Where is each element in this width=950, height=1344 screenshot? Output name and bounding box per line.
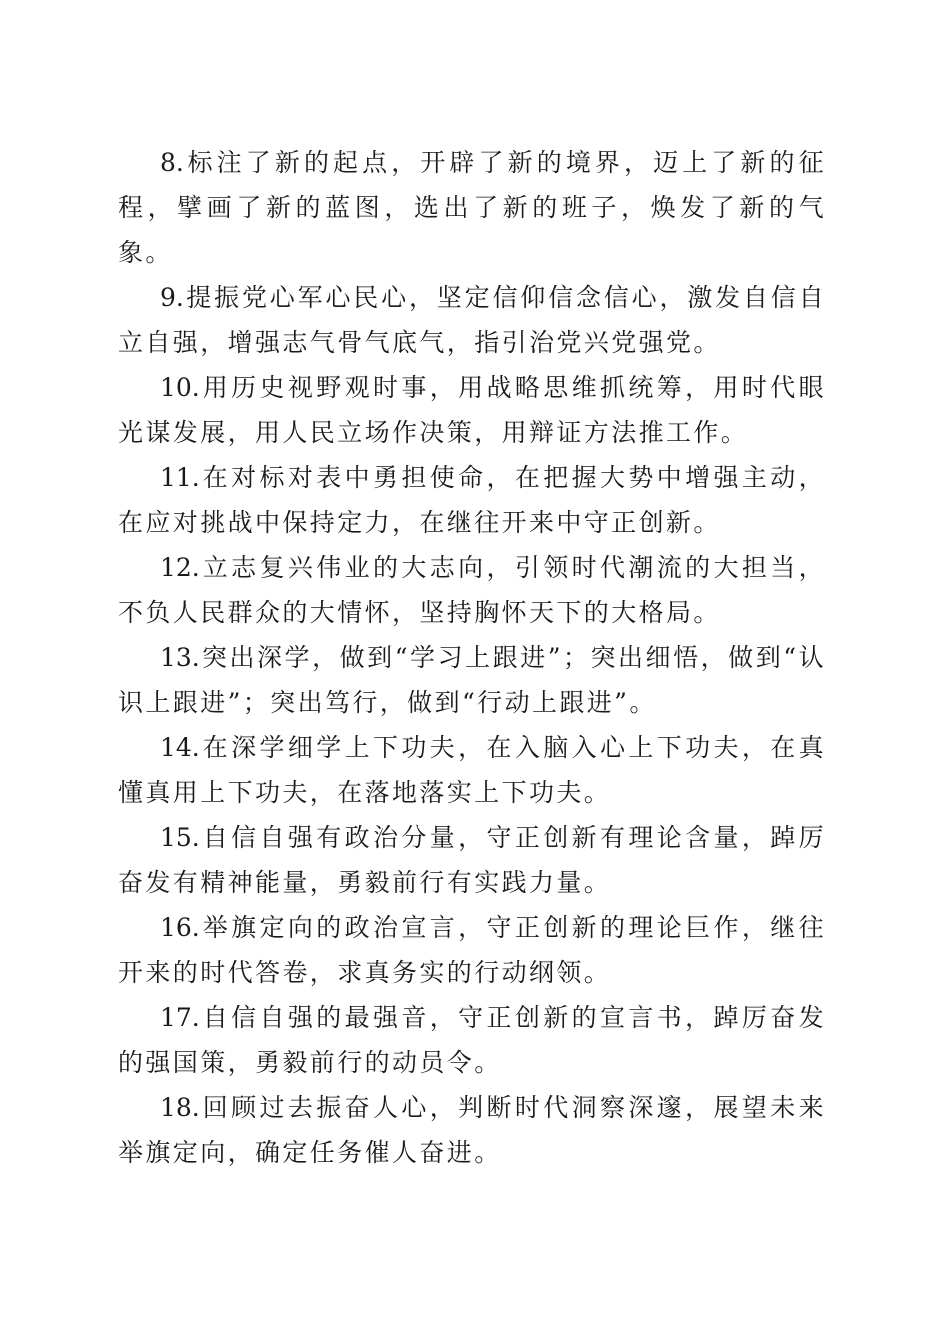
item-number: 9.: [160, 283, 184, 312]
item-text: 突出深学，做到“学习上跟进”；突出细悟，做到“认识上跟进”；突出笃行，做到“行动上跟进”。: [118, 643, 826, 717]
item-number: 8.: [160, 148, 184, 177]
item-text: 在深学细学上下功夫，在入脑入心上下功夫，在真懂真用上下功夫，在落地落实上下功夫。: [118, 733, 826, 807]
item-text: 用历史视野观时事，用战略思维抓统筹，用时代眼光谋发展，用人民立场作决策，用辩证方法推工作。: [118, 373, 826, 447]
list-item-10: [118, 365, 826, 455]
list-item-14: [118, 725, 826, 815]
list-item-17: [118, 995, 826, 1085]
list-item-8: [118, 140, 826, 275]
item-text: 自信自强有政治分量，守正创新有理论含量，踔厉奋发有精神能量，勇毅前行有实践力量。: [118, 823, 826, 897]
list-item-15: [118, 815, 826, 905]
item-number: 13.: [160, 643, 200, 672]
list-item-12: [118, 545, 826, 635]
item-number: 16.: [160, 913, 200, 942]
list-item-16: [118, 905, 826, 995]
item-text: 标注了新的起点，开辟了新的境界，迈上了新的征程，擘画了新的蓝图，选出了新的班子，焕发了新的气象。: [118, 148, 826, 267]
list-item-9: [118, 275, 826, 365]
list-item-18: [118, 1085, 826, 1175]
list-item-11: [118, 455, 826, 545]
item-number: 11.: [160, 463, 200, 492]
item-number: 18.: [160, 1093, 200, 1122]
item-text: 提振党心军心民心，坚定信仰信念信心，激发自信自立自强，增强志气骨气底气，指引治党兴党强党。: [118, 283, 826, 357]
item-number: 12.: [160, 553, 200, 582]
list-item-13: [118, 635, 826, 725]
item-number: 15.: [160, 823, 200, 852]
item-text: 立志复兴伟业的大志向，引领时代潮流的大担当，不负人民群众的大情怀，坚持胸怀天下的大格局。: [118, 553, 826, 627]
document-page: [118, 140, 826, 1175]
item-text: 举旗定向的政治宣言，守正创新的理论巨作，继往开来的时代答卷，求真务实的行动纲领。: [118, 913, 826, 987]
item-number: 17.: [160, 1003, 200, 1032]
item-number: 10.: [160, 373, 200, 402]
item-text: 在对标对表中勇担使命，在把握大势中增强主动，在应对挑战中保持定力，在继往开来中守正创新。: [118, 463, 826, 537]
item-text: 回顾过去振奋人心，判断时代洞察深邃，展望未来举旗定向，确定任务催人奋进。: [118, 1093, 826, 1167]
item-text: 自信自强的最强音，守正创新的宣言书，踔厉奋发的强国策，勇毅前行的动员令。: [118, 1003, 826, 1077]
item-number: 14.: [160, 733, 200, 762]
